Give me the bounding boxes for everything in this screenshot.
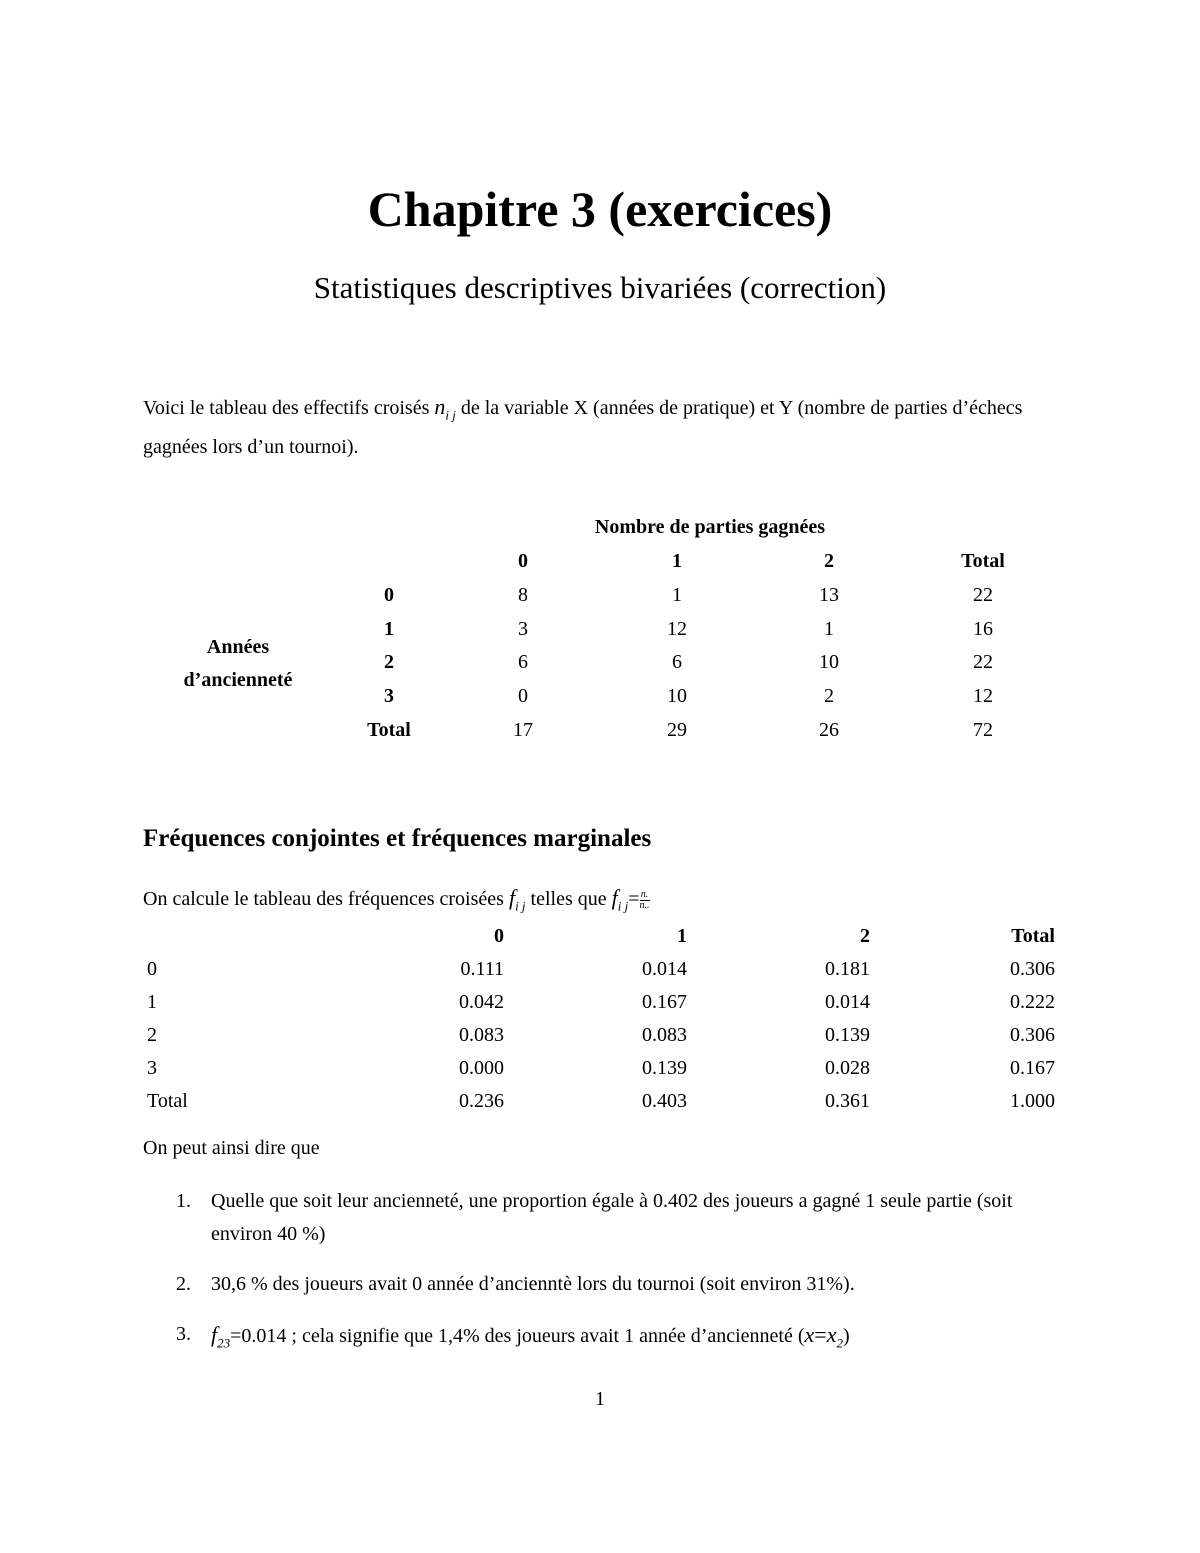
conclusion-intro: On peut ainsi dire que [143, 1137, 320, 1159]
t2-cell: 0.028 [825, 1057, 870, 1079]
list-text: =0.014 ; cela signifie que 1,4% des joueurs avait 1 année d’ancienneté ( [230, 1325, 805, 1347]
t2-cell: 0.306 [1010, 1024, 1055, 1046]
f-symbol: f [211, 1322, 218, 1347]
f-sub: 23 [217, 1335, 231, 1351]
list-math-x [804, 1322, 843, 1351]
table-row [143, 1024, 1058, 1057]
t2-cell: 0.042 [459, 991, 504, 1013]
t2-cell: 0.167 [1010, 1057, 1055, 1079]
calc-var-sub: i j [515, 898, 526, 914]
t2-cell: 0.014 [825, 991, 870, 1013]
t2-cell: 0.139 [642, 1057, 687, 1079]
t1-cell: 1 [824, 618, 834, 640]
t2-cell: 0.167 [642, 991, 687, 1013]
t2-cell: 0.083 [459, 1024, 504, 1046]
list-number: 1. [176, 1190, 191, 1212]
x2-symbol: x [826, 1322, 837, 1347]
list-text: Quelle que soit leur ancienneté, une proportion égale à 0.402 des joueurs a gagné 1 seule partie (soit environ 40 %) [211, 1190, 1013, 1245]
t1-header-total: Total [961, 550, 1005, 572]
frac-denominator: n.. [639, 899, 650, 911]
frac-numerator: n. [640, 888, 649, 900]
t2-header-2: 2 [860, 925, 870, 947]
table-row-total [143, 1090, 1058, 1123]
t1-cell: 22 [973, 651, 993, 673]
page-number: 1 [595, 1388, 605, 1410]
t2-header-row [143, 925, 1058, 958]
calc-fraction [640, 890, 650, 911]
page-title: Chapitre 3 (exercices) [367, 181, 833, 237]
list-text: 30,6 % des joueurs avait 0 année d’ancienntè lors du tournoi (soit environ 31%). [211, 1273, 855, 1295]
t2-header-1: 1 [677, 925, 687, 947]
x2-sub: 2 [836, 1335, 843, 1351]
t2-cell: 0.181 [825, 958, 870, 980]
t1-row-label: 2 [384, 651, 394, 673]
t1-cell: 17 [513, 719, 533, 741]
t1-row-label-total: Total [367, 719, 411, 741]
t2-cell: 0.306 [1010, 958, 1055, 980]
t1-cell: 26 [819, 719, 839, 741]
t2-cell: 0.222 [1010, 991, 1055, 1013]
t1-header-0: 0 [518, 550, 528, 572]
calc-text-2: telles que [525, 888, 612, 910]
t1-cell: 10 [819, 651, 839, 673]
t1-cell: 2 [824, 685, 834, 707]
t2-header-0: 0 [494, 925, 504, 947]
list-close: ) [842, 1325, 850, 1347]
t2-row-label: 3 [147, 1057, 157, 1079]
t1-cell: 22 [973, 584, 993, 606]
t2-cell: 1.000 [1010, 1090, 1055, 1112]
t2-header-total: Total [1011, 925, 1055, 947]
t2-cell: 0.000 [459, 1057, 504, 1079]
eq-symbol: = [814, 1322, 827, 1347]
t2-cell: 0.014 [642, 958, 687, 980]
calc-eq: = [628, 888, 640, 910]
t2-cell: 0.083 [642, 1024, 687, 1046]
t2-row-label: 1 [147, 991, 157, 1013]
intro-text-before: Voici le tableau des effectifs croisés [143, 397, 435, 419]
t2-cell: 0.403 [642, 1090, 687, 1112]
t2-row-label: 2 [147, 1024, 157, 1046]
calc-sentence [143, 885, 650, 914]
table-row [143, 991, 1058, 1024]
t1-cell: 10 [667, 685, 687, 707]
t1-cell: 1 [672, 584, 682, 606]
t1-row-label: 3 [384, 685, 394, 707]
calc-math-f [508, 885, 526, 914]
table-row [143, 1057, 1058, 1090]
t2-cell: 0.139 [825, 1024, 870, 1046]
conclusion-list [143, 1185, 1058, 1376]
page-subtitle: Statistiques descriptives bivariées (correction) [313, 270, 887, 305]
t1-cell: 8 [518, 584, 528, 606]
t1-header-1: 1 [672, 550, 682, 572]
frequencies-table [143, 925, 1058, 1123]
t1-header-2: 2 [824, 550, 834, 572]
x-symbol: x [804, 1322, 815, 1347]
intro-var: n [434, 394, 446, 419]
t2-cell: 0.361 [825, 1090, 870, 1112]
t1-cell: 3 [518, 618, 528, 640]
t1-row-label: 1 [384, 618, 394, 640]
t1-cell: 72 [973, 719, 993, 741]
t1-cell: 12 [973, 685, 993, 707]
t1-cell: 0 [518, 685, 528, 707]
calc-var-sub-2: i j [617, 898, 629, 914]
calc-math-f2 [611, 885, 629, 914]
intro-text-after: de la variable X (années de pratique) et Y (nombre de parties d’échecs gagnées lors d’un tournoi). [143, 397, 1023, 459]
t2-cell: 0.236 [459, 1090, 504, 1112]
t1-cell: 16 [973, 618, 993, 640]
section-heading: Fréquences conjointes et fréquences marginales [143, 825, 652, 852]
t2-cell: 0.111 [460, 958, 504, 980]
calc-text-1: On calcule le tableau des fréquences croisées [143, 888, 509, 910]
row-group-header-line1: Années [206, 636, 270, 658]
col-group-header: Nombre de parties gagnées [594, 516, 826, 538]
intro-var-sub: i j [445, 407, 456, 423]
t2-row-label: 0 [147, 958, 157, 980]
t1-cell: 6 [672, 651, 682, 673]
t2-row-label-total: Total [147, 1090, 188, 1112]
row-group-header-line2: d’ancienneté [183, 669, 293, 691]
calc-var-2: f [611, 885, 618, 910]
list-item [143, 1185, 1058, 1251]
list-item [143, 1268, 1058, 1301]
list-number: 2. [176, 1273, 191, 1295]
list-item [143, 1318, 1058, 1359]
t1-cell: 12 [667, 618, 687, 640]
t1-cell: 6 [518, 651, 528, 673]
t1-cell: 13 [819, 584, 839, 606]
t1-cell: 29 [667, 719, 687, 741]
list-number: 3. [176, 1323, 191, 1345]
t1-row-label: 0 [384, 584, 394, 606]
calc-var: f [508, 885, 516, 910]
table-row [143, 958, 1058, 991]
list-math-f [211, 1322, 231, 1351]
